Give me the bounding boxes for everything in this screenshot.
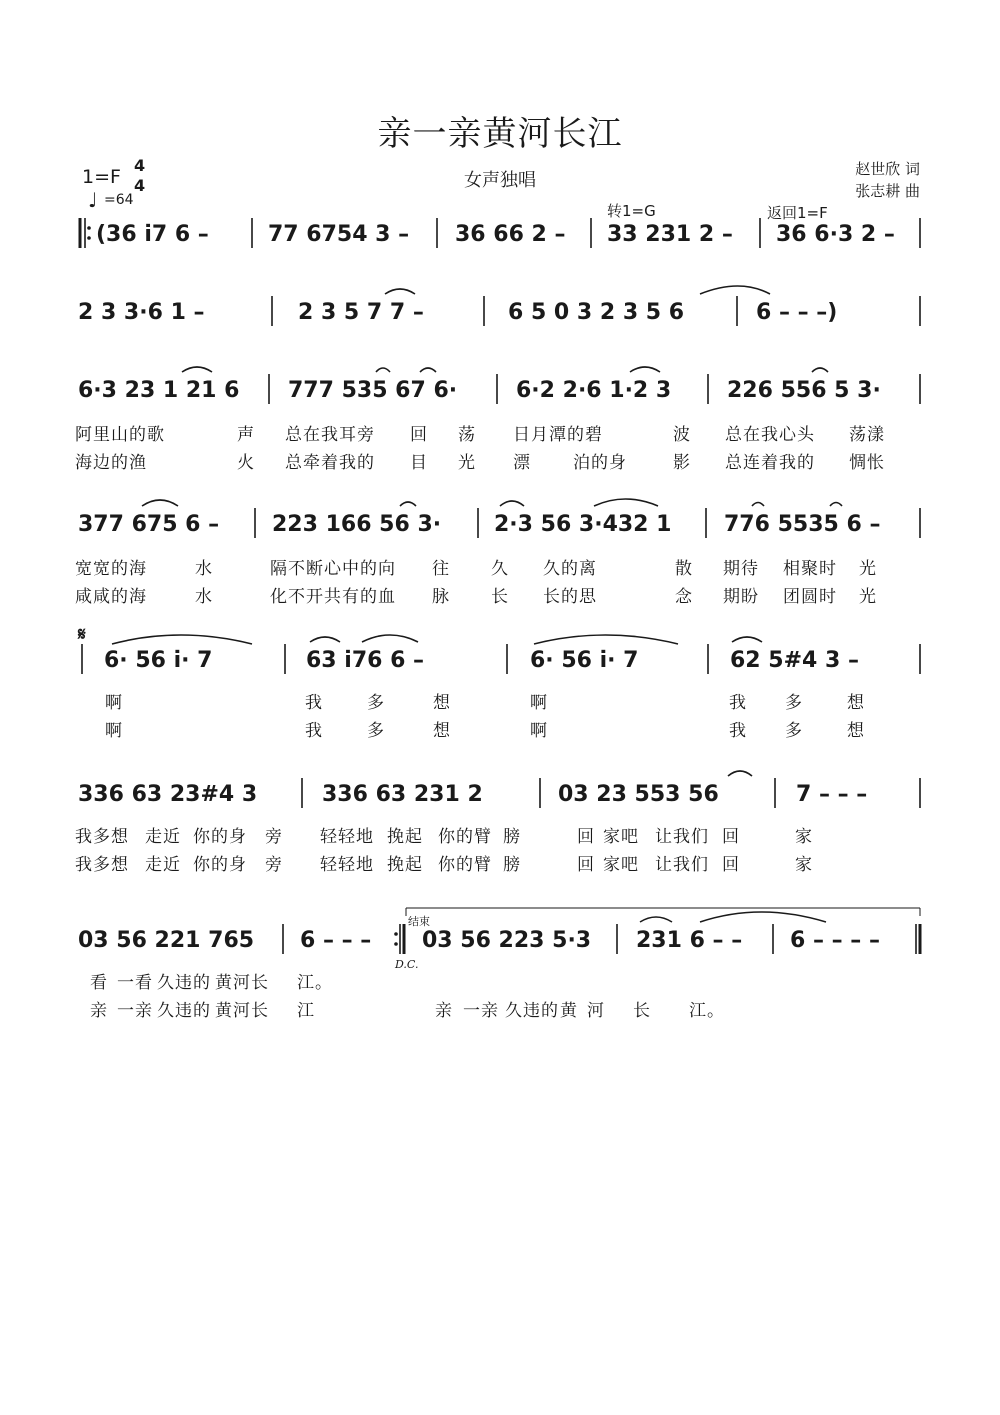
lyric: 黄河长 — [215, 1001, 269, 1021]
measure: 7 – – – — [796, 782, 868, 807]
measure: 03 23 553 56 — [558, 782, 719, 807]
lyric: 我 — [305, 693, 323, 713]
lyric: 江。 — [689, 1001, 725, 1021]
measure: 6·2 2·6 1·2 3 — [516, 378, 672, 403]
measure: 6·3 23 1 21 6 — [78, 378, 240, 403]
measure: 223 166 56 3· — [272, 512, 442, 537]
lyric: 啊 — [105, 721, 123, 741]
lyric: 声 — [237, 425, 255, 445]
lyric: 念 — [675, 587, 693, 607]
lyric: 想 — [847, 693, 865, 713]
lyric: 走近 — [145, 855, 181, 875]
lyric: 旁 — [265, 827, 283, 847]
modulation-f: 返回1=F — [767, 204, 828, 222]
lyric: 想 — [847, 721, 865, 741]
measure: (36 i̇7 6 – — [96, 222, 209, 247]
lyric: 挽起 — [387, 855, 423, 875]
lyric: 看 — [90, 973, 108, 993]
measure: 776 5535 6 – — [724, 512, 881, 537]
score-row-7 — [0, 928, 1000, 968]
lyric: 火 — [237, 453, 255, 473]
lyric: 让我们 — [655, 827, 709, 847]
lyric: 旁 — [265, 855, 283, 875]
lyric: 往 — [432, 559, 450, 579]
lyric: 波 — [673, 425, 691, 445]
lyric: 想 — [433, 693, 451, 713]
lyric: 一亲 — [463, 1001, 499, 1021]
measure: 2·3 56 3·432 1 — [494, 512, 672, 537]
lyric: 光 — [859, 559, 877, 579]
lyric: 轻轻地 — [320, 855, 374, 875]
measure: 6· 56 i̇· 7 — [530, 648, 639, 673]
measure: 777 535 67 6· — [288, 378, 458, 403]
composer: 张志耕 曲 — [855, 182, 920, 200]
lyric: 膀 — [503, 855, 521, 875]
lyric: 久 — [491, 559, 509, 579]
lyric: 回 — [577, 855, 595, 875]
measure: 36 6·3 2 – — [776, 222, 895, 247]
lyric: 隔不断心中的向 — [270, 559, 396, 579]
measure: 2 3 5 7 7 – — [298, 300, 424, 325]
lyric: 总连着我的 — [725, 453, 815, 473]
lyric: 惆怅 — [849, 453, 885, 473]
measure: 2 3 3·6 1 – — [78, 300, 205, 325]
lyric: 我多想 — [75, 827, 129, 847]
lyric: 目 — [410, 453, 428, 473]
ending-label: 结束 — [408, 915, 430, 928]
lyric: 家吧 — [603, 855, 639, 875]
lyric: 久的离 — [543, 559, 597, 579]
lyric: 多 — [785, 721, 803, 741]
lyric: 让我们 — [655, 855, 709, 875]
lyric: 荡漾 — [849, 425, 885, 445]
lyric: 回 — [722, 827, 740, 847]
lyric: 你的臂 — [438, 827, 492, 847]
lyric: 散 — [675, 559, 693, 579]
lyric: 你的身 — [193, 827, 247, 847]
measure: 6· 56 i̇· 7 — [104, 648, 213, 673]
segno-icon: 𝄋 — [78, 624, 86, 645]
lyric: 光 — [859, 587, 877, 607]
key-signature: 1=F — [82, 166, 121, 188]
lyric: 荡 — [458, 425, 476, 445]
measure: 226 556 5 3· — [727, 378, 881, 403]
lyric: 总牵着我的 — [285, 453, 375, 473]
score-row-3 — [0, 378, 1000, 418]
lyric: 日月潭的碧 — [513, 425, 603, 445]
lyric: 泊的身 — [573, 453, 627, 473]
measure: 62 5#4 3 – — [730, 648, 859, 673]
measure: 03 56 223 5·3 — [422, 928, 592, 953]
lyric: 脉 — [432, 587, 450, 607]
lyric: 我 — [729, 693, 747, 713]
time-signature-bottom: 4 — [134, 176, 146, 195]
lyric: 江 — [297, 1001, 315, 1021]
lyric: 家 — [795, 827, 813, 847]
lyric: 期待 — [723, 559, 759, 579]
lyric: 河 — [587, 1001, 605, 1021]
dc-mark: D.C. — [395, 958, 419, 971]
score-row-5 — [0, 648, 1000, 688]
lyric: 总在我耳旁 — [285, 425, 375, 445]
score-row-6 — [0, 782, 1000, 822]
lyric: 光 — [458, 453, 476, 473]
lyric: 总在我心头 — [725, 425, 815, 445]
time-signature-top: 4 — [134, 156, 146, 175]
lyric: 亲 — [90, 1001, 108, 1021]
lyric: 挽起 — [387, 827, 423, 847]
measure: 6 – – – — [300, 928, 372, 953]
quarter-note-icon: ♩ — [88, 188, 98, 212]
lyric: 轻轻地 — [320, 827, 374, 847]
lyric: 宽宽的海 — [75, 559, 147, 579]
measure: 6 – – – – — [790, 928, 880, 953]
lyric: 多 — [367, 721, 385, 741]
lyric: 啊 — [530, 693, 548, 713]
measure: 36 66 2 – — [455, 222, 566, 247]
lyric: 多 — [367, 693, 385, 713]
lyric: 阿里山的歌 — [75, 425, 165, 445]
measure: 336 63 231 2 — [322, 782, 483, 807]
score-row-1 — [0, 222, 1000, 262]
tempo-mark: =64 — [104, 192, 134, 208]
song-title: 亲一亲黄河长江 — [377, 114, 623, 154]
lyric: 咸咸的海 — [75, 587, 147, 607]
lyric: 我 — [729, 721, 747, 741]
measure: 6 – – –) — [756, 300, 838, 325]
measure: 377 675 6 – — [78, 512, 220, 537]
lyric: 久违的 — [157, 973, 211, 993]
lyric: 膀 — [503, 827, 521, 847]
measure: 231 6 – – — [636, 928, 743, 953]
lyric: 久违的 — [505, 1001, 559, 1021]
lyric: 你的身 — [193, 855, 247, 875]
lyric: 水 — [195, 587, 213, 607]
lyric: 想 — [433, 721, 451, 741]
lyric: 回 — [410, 425, 428, 445]
lyric: 啊 — [105, 693, 123, 713]
lyric: 我 — [305, 721, 323, 741]
score-row-4 — [0, 512, 1000, 552]
lyric: 回 — [577, 827, 595, 847]
lyric: 相聚时 — [783, 559, 837, 579]
lyric: 长 — [633, 1001, 651, 1021]
measure: 6 5 0 3 2 3 5 6 — [508, 300, 685, 325]
modulation-g: 转1=G — [607, 202, 656, 220]
lyric: 江。 — [297, 973, 333, 993]
lyric: 化不开共有的血 — [270, 587, 396, 607]
lyric: 水 — [195, 559, 213, 579]
lyric: 团圆时 — [783, 587, 837, 607]
lyric: 海边的渔 — [75, 453, 147, 473]
lyric: 久违的 — [157, 1001, 211, 1021]
measure: 63 i̇76 6 – — [306, 648, 425, 673]
lyric: 黄河长 — [215, 973, 269, 993]
lyricist: 赵世欣 词 — [855, 160, 920, 178]
lyric: 黄 — [560, 1001, 578, 1021]
lyric: 多 — [785, 693, 803, 713]
measure: 77 6754 3 – — [268, 222, 410, 247]
lyric: 啊 — [530, 721, 548, 741]
lyric: 漂 — [513, 453, 531, 473]
lyric: 一看 — [117, 973, 153, 993]
lyric: 一亲 — [117, 1001, 153, 1021]
lyric: 我多想 — [75, 855, 129, 875]
lyric: 亲 — [435, 1001, 453, 1021]
score-row-2 — [0, 300, 1000, 340]
lyric: 影 — [673, 453, 691, 473]
lyric: 长 — [491, 587, 509, 607]
lyric: 家 — [795, 855, 813, 875]
lyric: 你的臂 — [438, 855, 492, 875]
lyric: 家吧 — [603, 827, 639, 847]
lyric: 长的思 — [543, 587, 597, 607]
lyric: 回 — [722, 855, 740, 875]
lyric: 期盼 — [723, 587, 759, 607]
measure: 336 63 23#4 3 — [78, 782, 258, 807]
song-subtitle: 女声独唱 — [464, 170, 536, 191]
lyric: 走近 — [145, 827, 181, 847]
measure: 33 231 2 – — [607, 222, 733, 247]
measure: 03 56 221 765 — [78, 928, 255, 953]
